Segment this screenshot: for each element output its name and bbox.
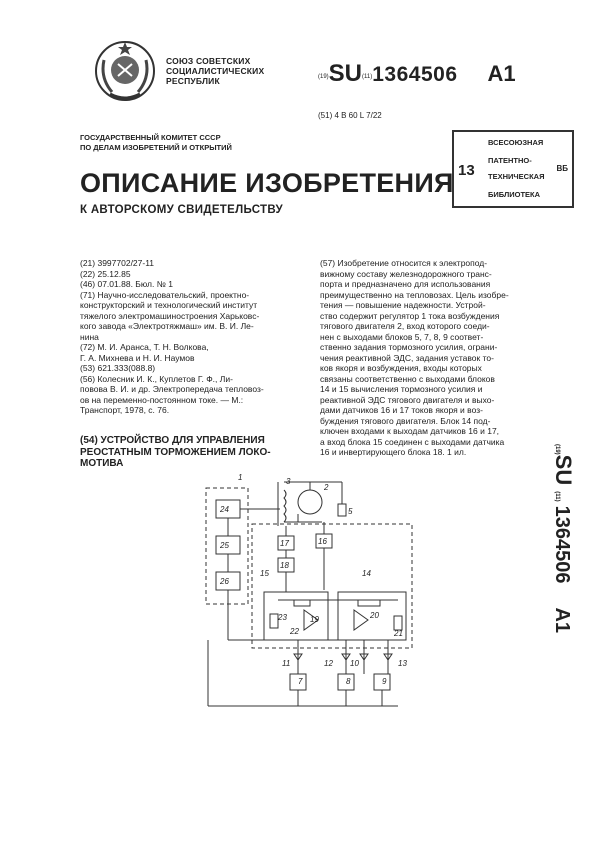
invention-title-line: (54) УСТРОЙСТВО ДЛЯ УПРАВЛЕНИЯ <box>80 435 265 446</box>
abstract-line: нен с выходами блоков 5, 7, 8, 9 соответ- <box>320 331 484 342</box>
library-stamp <box>452 130 574 208</box>
bibliographic-data <box>80 258 308 416</box>
label-26: 26 <box>220 577 229 586</box>
resistor-21 <box>394 616 402 630</box>
stamp-line: ПАТЕНТНО- <box>488 156 532 165</box>
label-3: 3 <box>286 477 291 486</box>
abstract-line: порта и предназначено для использования <box>320 279 491 289</box>
stamp-number: 13 <box>458 162 475 179</box>
bib-line: нина <box>80 331 99 342</box>
document-subtitle: К АВТОРСКОМУ СВИДЕТЕЛЬСТВУ <box>80 204 283 216</box>
abstract-line: тягового двигателя 2, вход которого соеди- <box>320 321 490 331</box>
label-25: 25 <box>220 541 229 550</box>
document-kind: A1 <box>487 61 516 86</box>
stamp-line: ВСЕСОЮЗНАЯ <box>488 138 544 147</box>
label-20: 20 <box>370 611 379 620</box>
abstract-line: ключен входами к выходам датчиков 16 и 17, <box>320 426 500 436</box>
label-1: 1 <box>238 473 243 482</box>
label-16: 16 <box>318 537 327 546</box>
label-14: 14 <box>362 569 371 578</box>
abstract-line: а вход блока 15 соединен с выходами датчика <box>320 436 505 447</box>
invention-title-line: РЕОСТАТНЫМ ТОРМОЖЕНИЕМ ЛОКО- <box>80 446 271 458</box>
code-19: (19) <box>318 73 329 80</box>
element-20-bar <box>358 600 380 606</box>
bib-line: (53) 621.333(088.8) <box>80 363 156 373</box>
bib-line: (21) 3997702/27-11 <box>80 258 155 268</box>
abstract-line: 16 и инвертирующего блока 18. 1 ил. <box>320 447 467 457</box>
bib-line: кого завода «Электротяжмаш» им. В. И. Ле- <box>80 321 254 331</box>
stamp-line: ТЕХНИЧЕСКАЯ <box>488 172 545 181</box>
side-number: 1364506 <box>551 505 573 584</box>
label-10: 10 <box>350 659 359 668</box>
bib-line: повова В. И. и др. Электропередача тепловоз- <box>80 384 264 394</box>
label-18: 18 <box>280 561 289 570</box>
resistor-23 <box>270 614 278 628</box>
side-country-code: SU <box>551 454 576 486</box>
side-patent-number <box>551 444 600 684</box>
ussr-emblem-icon <box>92 38 158 104</box>
motor-2 <box>298 490 322 514</box>
label-11: 11 <box>282 659 291 668</box>
bib-line: (72) М. И. Аранса, Т. Н. Волкова, <box>80 342 209 352</box>
label-23: 23 <box>278 613 287 622</box>
abstract-line: вижному составу железнодорожного транс- <box>320 268 492 279</box>
committee-line: ПО ДЕЛАМ ИЗОБРЕТЕНИЙ И ОТКРЫТИЙ <box>80 143 232 152</box>
abstract-line: преимущественно на тепловозах. Цель изобре- <box>320 289 509 300</box>
label-19: 19 <box>310 615 319 624</box>
label-24: 24 <box>220 505 229 514</box>
patent-number-block <box>318 60 516 88</box>
committee-name <box>80 133 232 153</box>
label-21: 21 <box>394 629 403 638</box>
side-kind: A1 <box>551 607 573 634</box>
bib-line: Транспорт, 1978, с. 76. <box>80 405 170 415</box>
bib-line: (22) 25.12.85 <box>80 268 131 279</box>
country-code: SU <box>328 60 363 87</box>
bib-line: Г. А. Михнева и Н. И. Наумов <box>80 352 195 363</box>
bib-line: (71) Научно-исследовательский, проектно- <box>80 289 250 300</box>
committee-line: ГОСУДАРСТВЕННЫЙ КОМИТЕТ СССР <box>80 133 221 142</box>
bib-line: конструкторский и технологический институт <box>80 300 258 310</box>
stamp-mark: ВБ <box>556 164 568 173</box>
label-7: 7 <box>298 677 303 686</box>
org-line: СОЦИАЛИСТИЧЕСКИХ <box>166 66 265 76</box>
abstract-line: реактивной ЭДС тягового двигателя и выхо- <box>320 394 495 405</box>
document-title: ОПИСАНИЕ ИЗОБРЕТЕНИЯ <box>80 168 454 198</box>
element-19-bar <box>294 600 310 606</box>
label-8: 8 <box>346 677 351 686</box>
label-22: 22 <box>290 627 299 636</box>
invention-title-line: МОТИВА <box>80 458 124 469</box>
abstract-line: 14 и 15 вычисления тормозного усилия и <box>320 384 483 394</box>
abstract-line: тения — повышение надежности. Устрой- <box>320 300 486 310</box>
org-line: РЕСПУБЛИК <box>166 76 220 86</box>
abstract-line: ственно задания тормозного усилия, ограни- <box>320 342 498 352</box>
bib-line: (56) Колесник И. К., Куплетов Г. Ф., Ли- <box>80 373 233 384</box>
side-code-11: (11) <box>554 491 560 502</box>
label-2: 2 <box>324 483 329 492</box>
abstract-line: (57) Изобретение относится к электропод- <box>320 258 488 268</box>
label-13: 13 <box>398 659 407 668</box>
invention-title <box>80 435 271 470</box>
abstract-line: чения реактивной ЭДС, задания уставок то- <box>320 352 494 363</box>
winding-3 <box>284 490 286 522</box>
code-11: (11) <box>362 73 373 80</box>
label-9: 9 <box>382 677 387 686</box>
amplifier-20 <box>354 610 368 630</box>
label-5: 5 <box>348 507 353 516</box>
abstract-line: связаны соответственно с выходами блоков <box>320 373 495 384</box>
label-12: 12 <box>324 659 333 668</box>
abstract-line: ство содержит регулятор 1 тока возбуждения <box>320 310 500 321</box>
label-17: 17 <box>280 539 289 548</box>
patent-number: 1364506 <box>372 63 458 86</box>
org-line: СОЮЗ СОВЕТСКИХ <box>166 56 251 66</box>
side-code-19: (19) <box>554 444 560 455</box>
country-org <box>166 56 264 86</box>
abstract-line: ков якоря и возбуждения, входы которых <box>320 363 482 373</box>
abstract <box>320 258 552 458</box>
abstract-line: буждения тягового двигателя. Блок 14 под- <box>320 415 491 426</box>
resistor-5 <box>338 504 346 516</box>
label-15: 15 <box>260 569 269 578</box>
circuit-diagram <box>198 470 424 722</box>
abstract-line: дами датчиков 16 и 17 токов якоря и воз- <box>320 405 483 415</box>
bib-line: тяжелого электромашиностроения Харьковс- <box>80 310 260 321</box>
ipc-classification: (51) 4 В 60 L 7/22 <box>318 111 382 120</box>
stamp-line: БИБЛИОТЕКА <box>488 190 541 199</box>
bib-line: ов на переменно-постоянном токе. — М.: <box>80 394 244 405</box>
bib-line: (46) 07.01.88. Бюл. № 1 <box>80 279 173 289</box>
